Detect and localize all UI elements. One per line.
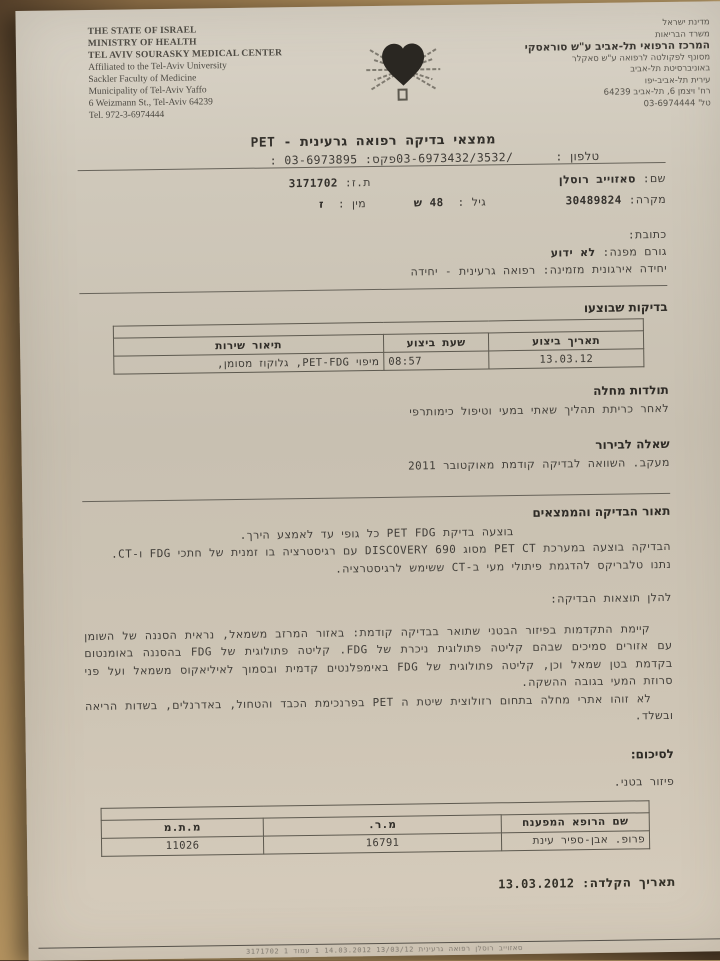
ordering-unit-value: רפואה גרעינית - יחידה [410, 263, 536, 279]
divider-findings [82, 493, 670, 502]
findings-p2: הבדיקה בוצעה במערכת PET CT מסוג DISCOVERY 690 עם רגיסטרציה בו זמנית של חתכי FDG ו-CT. [110, 539, 672, 561]
referrer-value: לא ידוע [550, 245, 596, 260]
exec-date-value: 13.03.12 [489, 349, 644, 369]
physician-table [101, 800, 651, 857]
patient-age: 48 ש [413, 196, 444, 210]
tel-line: Tel. 972-3-6974444 [88, 109, 165, 122]
section-question: שאלה לבירור [595, 436, 670, 452]
service-desc-value: מיפוי PET-FDG, גלוקוז מסומן, [114, 352, 384, 374]
patient-block [78, 172, 667, 287]
findings-p1: בוצעה בדיקת PET FDG כל גופי עד לאמצע הירך. [239, 525, 514, 542]
document-page [15, 1, 720, 961]
letterhead [15, 1, 720, 123]
affiliation-line: Affiliated to the Tel-Aviv University [88, 61, 227, 74]
sex-field: מין : ז [318, 197, 367, 211]
fax-label: פקס: [364, 151, 397, 167]
findings-results-intro: להלן תוצאות הבדיקה: [550, 590, 672, 606]
section-history: תולדות מחלה [593, 382, 669, 398]
license-number-value: 16791 [263, 832, 501, 853]
phone-numbers: 03-6973432/3532/ [396, 150, 514, 166]
patient-id: 3171702 [288, 176, 339, 191]
performed-tests-table [113, 318, 645, 374]
col-physician-name: שם הרופא המפענח [501, 812, 649, 832]
section-summary: לסיכום: [630, 746, 674, 761]
fax-number: 03-6973895 [284, 152, 358, 168]
ministry-line-he: משרד הבריאות [655, 28, 710, 40]
findings-p4: קיימת התקדמות בפיזור הבטני שתואר בבדיקה קודמת: באזור המרזב משמאל, נראית הסננה של השומן עם אזורים סמיכים שבהם קליטה פתולוגית ניכרת של FDG. קליטה פתולוגית של FDG בהסננה באומנטום בקדמת בטן שמאל וכן, קליטה פתולוגית של FDG באימפלנטים קדמית ובסמוך לאיליאקוס משמאל ועל פני סרוזת המעי בגובה ההשקה. [84, 621, 673, 690]
center-line-he: המרכז הרפואי תל-אביב ע"ש סוראסקי [524, 39, 711, 54]
col-mtm-number: מ.ת.מ [101, 818, 263, 838]
divider-patient [79, 285, 667, 294]
typed-date-value: 13.03.2012 [498, 875, 575, 891]
col-license-number: מ.ר. [263, 814, 501, 835]
patient-sex: ז [318, 197, 324, 211]
case-number: 30489824 [565, 193, 622, 208]
findings-p5: לא זוהו אתרי מחלה בתחום רזולוצית שיטת ה PET בפרנכימת הכבד והטחול, באדרנלים, בשדות הריאה ובשלד. [85, 691, 674, 723]
section-performed-tests: בדיקות שבוצעו [583, 299, 668, 316]
mtm-number-value: 11026 [101, 836, 263, 856]
municipality-line: Municipality of Tel-Aviv Yaffo [88, 85, 207, 98]
phone-label: טלפון : [555, 148, 600, 164]
letterhead-hebrew [524, 17, 711, 116]
municipality-line-he: עירית תל-אביב-יפו [644, 74, 711, 86]
address-line: 6 Weizmann St., Tel-Aviv 64239 [88, 97, 213, 110]
age-field: גיל : 48 ש [413, 195, 487, 210]
heart-logo-icon [360, 27, 447, 114]
findings-p3: נתנו טלבריקס להדגמת פיתולי מעי ב-CT ששימש לרגיסטרציה. [335, 557, 672, 576]
ordering-unit-field: יחידה אירגונית מזמינה: רפואה גרעינית - יחידה [410, 261, 668, 279]
section-findings: תאור הבדיקה והממצאים [532, 503, 671, 520]
report-title: ממצאי בדיקה רפואה גרעינית - PET [250, 132, 496, 151]
ministry-line: MINISTRY OF HEALTH [87, 37, 197, 50]
patient-name: סאזוייב רוסלן [558, 172, 636, 187]
typed-date-label: תאריך הקלדה: [582, 874, 676, 890]
referrer-field: גורם מפנה: לא ידוע [550, 244, 667, 260]
col-service-desc: תיאור שירות [113, 334, 383, 356]
state-line-he: מדינת ישראל [662, 17, 710, 28]
physician-name-value: פרופ. אבן-ספיר עינת [501, 830, 649, 850]
letterhead-english [88, 23, 283, 122]
center-line: TEL AVIV SOURASKY MEDICAL CENTER [87, 48, 283, 62]
document-body [78, 162, 676, 897]
col-exec-date: תאריך ביצוע [488, 331, 643, 351]
address-line-he: רח' ויצמן 6, תל-אביב 64239 [603, 86, 711, 98]
address-field: כתובת: [627, 227, 667, 242]
tel-line-he: טל' 03-6974444 [643, 97, 711, 109]
summary-text: פיזור בטני. [613, 774, 675, 789]
trailing-colon: : [269, 153, 278, 168]
footer-text: סאזוייב רוסלן רפואה גרעינית 13/03/12 14.03.2012 1 עמוד 1 3171702 [246, 944, 524, 956]
case-field: מקרה: 30489824 [565, 192, 667, 208]
exec-time-value: 08:57 [384, 351, 489, 370]
university-line-he: באוניברסיטת תל-אביב [630, 63, 711, 75]
typed-date-line [88, 874, 676, 896]
name-field: שם: סאזוייב רוסלן [558, 171, 666, 187]
id-field: ת.ז: 3171702 [288, 176, 371, 191]
affiliation-line-he: מסונף לפקולטה לרפואה ע"ש סאקלר [571, 51, 711, 64]
state-line: THE STATE OF ISRAEL [87, 25, 197, 38]
faculty-line: Sackler Faculty of Medicine [88, 73, 197, 86]
page-footer [28, 938, 720, 959]
question-text: מעקב. השוואה לבדיקה קודמת מאוקטובר 2011 [407, 455, 670, 473]
history-text: לאחר כריתת תהליך שאתי במעי וטיפול כימותרפי [409, 401, 670, 419]
col-exec-time: שעת ביצוע [383, 333, 488, 352]
